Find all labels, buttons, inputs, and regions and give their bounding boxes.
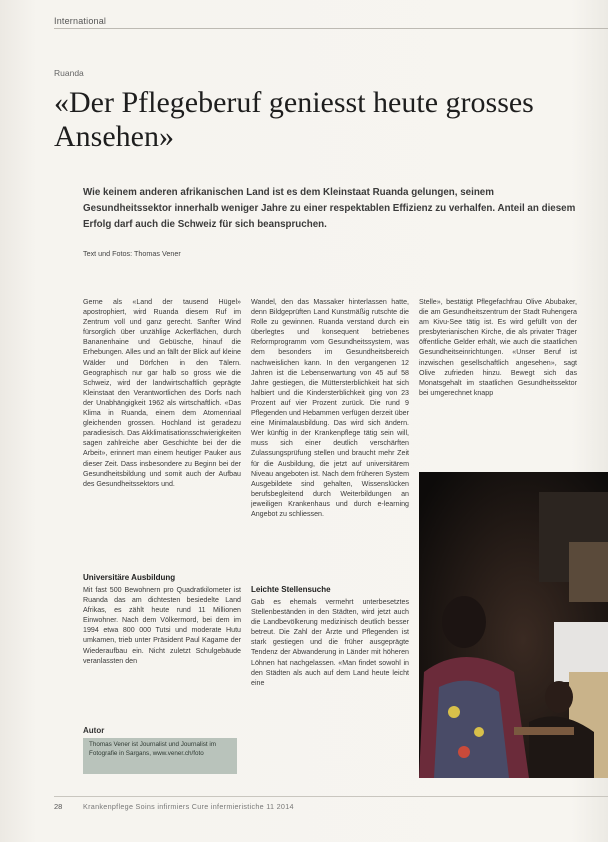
subhead-ausbildung: Universitäre Ausbildung [83,573,176,582]
subhead-stellensuche: Leichte Stellensuche [251,585,331,594]
body-column-1: Gerne als «Land der tausend Hügel» apostrophiert, wird Ruanda diesem Ruf im Zentrum voll und ganz gerecht. Sanfter Wind fürsorglich über unzählige Ackerflächen, durch Bananenhaine und Gebüsche, hinauf die Erhebungen. Alles und an fällt der Blick auf kleine Wälder und Dörfchen in den Tälern. Geographisch nur gar halb so gross wie die Schweiz, wird der landwirtschaftlich geprägte Kleinstaat den Verantwortlichen des Dorfs nach der Unabhängigkeit 1962 als wirtschaftlich. «Das Klima in Ruanda, einem dem Atomenriaal gleichenden grossen. Hochland ist geradezu paradiesisch. Das Akklimatisationsschwierigkeiten sagen zahlreiche aber Geschichte bei der die Arbeit», erinnert man einem heutiger Pauker aus dieser Zeit. Dass insbesondere zu Beginn bei der Gesundheitsbildung und somit auch der Aufbau des Gesundheitssektors und. [83,298,241,488]
article-lead: Wie keinem anderen afrikanischen Land ist es dem Kleinstaat Ruanda gelungen, seinem Gesundheitssektor innerhalb weniger Jahre zu einer respektablen Effizienz zu verhalfen. Anteil an diesem Erfolg darf auch die Schweiz für sich beanspruchen. [83,187,576,230]
body-column-1b: Mit fast 500 Bewohnern pro Quadratkilometer ist Ruanda das am dichtesten besiedelte Land Afrikas, es zählt heute rund 11 Millionen Einwohner. Nach dem Völkermord, bei dem im 1994 etwa 800 000 Tutsi und moderate Hutu umkamen, trieb unter Präsident Paul Kagame der Wiederaufbau ein. Nicht zuletzt Schulgebäude veranlassten den [83,586,241,665]
body-column-3: Stelle», bestätigt Pflegefachfrau Olive Abubaker, die am Gesundheitszentrum der Stadt Ruhengera am Kivu-See tätig ist. Es wird gefüllt von der presbyterianischen Kirche, die als privater Träger öffentliche Gelder erhält, wie auch die staatlichen Gesundheitseinrichtungen. «Unser Beruf ist inzwischen gesellschaftlich angesehen», sagt Olive zufrieden hinzu. Bewegt sich das Monatsgehalt im staatlichen Gesundheitssektor bei umgerechnet knapp [419,298,577,397]
footer-divider [54,796,608,797]
article-byline: Text und Fotos: Thomas Vener [83,249,181,258]
journal-footer: Krankenpflege Soins infirmiers Cure infermieristiche 11 2014 [83,802,294,811]
page-number: 28 [54,802,63,811]
article-photo [419,472,608,778]
body-column-2b: Gab es ehemals vermehrt unterbesetztes Stellenbeständen in den Städten, wird jetzt auch die Landbevölkerung medizinisch deutlich besser betreut. Die Zahl der Ärzte und Pflegenden ist stark gestiegen und die früher ausgeprägte Tendenz der Abwanderung in Länder mit höheren Löhnen hat nachgelassen. «Man findet sowohl in den Städten als auch auf dem Land heute leicht eine [251,598,409,687]
section-label: International [54,16,107,26]
body-column-2: Wandel, den das Massaker hinterlassen hatte, denn Bildgeprüften Land Kunstmäßig rutschte die Rolle zu gewinnen. Ruanda verstand durch ein überlegtes und konsequent betriebenes Reformprogramm vom Gesundheitssystem, was dem besonders im Gesundheitsbereich nachweislichen kann. In den vergangenen 12 Jahren ist die Lebenserwartung von 45 auf 58 Jahre gestiegen, die Müttersterblichkeit hat sich halbiert und die Kindersterblichkeit ging von 23 Prozent auf vier Prozent zurück. Die rund 9 Pflegenden und Hebammen verfügen derzeit über eine Minimalausbildung. Das wird sich ändern. Wer künftig in der Krankenpflege tätig sein will, muss sich einer deutlich verschärften Zulassungsprüfung stellen und braucht mehr Zeit für die Ausbildung, die jetzt auf universitärem Niveau angeboten ist. Nach dem früheren System Ausgebildete sind gehalten, Wissenslücken berufsbegleitend durch Weiterbildungen an jeweiligen Krankenhaus und durch e-learning Angebot zu schliessen. [251,298,409,518]
article-headline: «Der Pflegeberuf geniesst heute grosses Ansehen» [54,86,534,153]
author-label: Autor [83,726,105,735]
author-text: Thomas Vener ist Journalist und Journalist im Fotografie in Sargans, www.vener.ch/foto [89,741,217,757]
article-kicker: Ruanda [54,68,84,78]
top-divider [54,28,608,29]
nurse-with-patient-photo [419,472,608,778]
